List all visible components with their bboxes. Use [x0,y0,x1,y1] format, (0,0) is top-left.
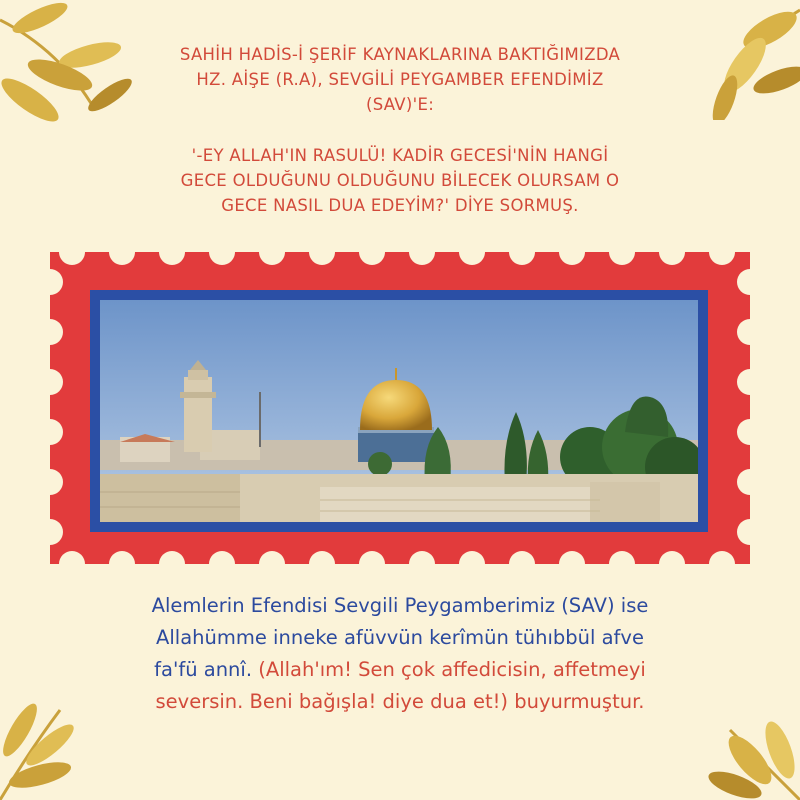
quote-line-2: GECE OLDUĞUNU OLDUĞUNU BİLECEK OLURSAM O [180,171,620,190]
answer-line-2: Allahümme inneke afüvvün kerîmün tühıbbül afve [156,626,644,649]
hadith-intro [60,42,740,218]
heading-line-1: SAHİH HADİS-İ ŞERİF KAYNAKLARINA BAKTIĞIMIZDA [179,45,621,64]
answer-line-1: Alemlerin Efendisi Sevgili Peygamberimiz (SAV) ise [151,594,649,617]
dua-translation-start: (Allah'ım! Sen çok affedicisin, affetmeyi [252,658,646,681]
heading-line-2: HZ. AİŞE (R.A), SEVGİLİ PEYGAMBER EFENDİMİZ [196,70,604,89]
answer-line-4: seversin. Beni bağışla! diye dua et!) buyurmuştur. [155,690,645,713]
answer-line-3 [70,654,730,686]
quote-line-3: GECE NASIL DUA EDEYİM?' DİYE SORMUŞ. [221,196,579,215]
postage-stamp-photo [50,252,750,564]
dua-answer [70,590,730,718]
heading-line-3: (SAV)'E: [365,95,435,114]
dua-arabic-end: fa'fü annî. [154,658,253,681]
quote-line-1: '-EY ALLAH'IN RASULÜ! KADİR GECESİ'NİN HANGİ [191,146,609,165]
jerusalem-photo [100,300,705,522]
